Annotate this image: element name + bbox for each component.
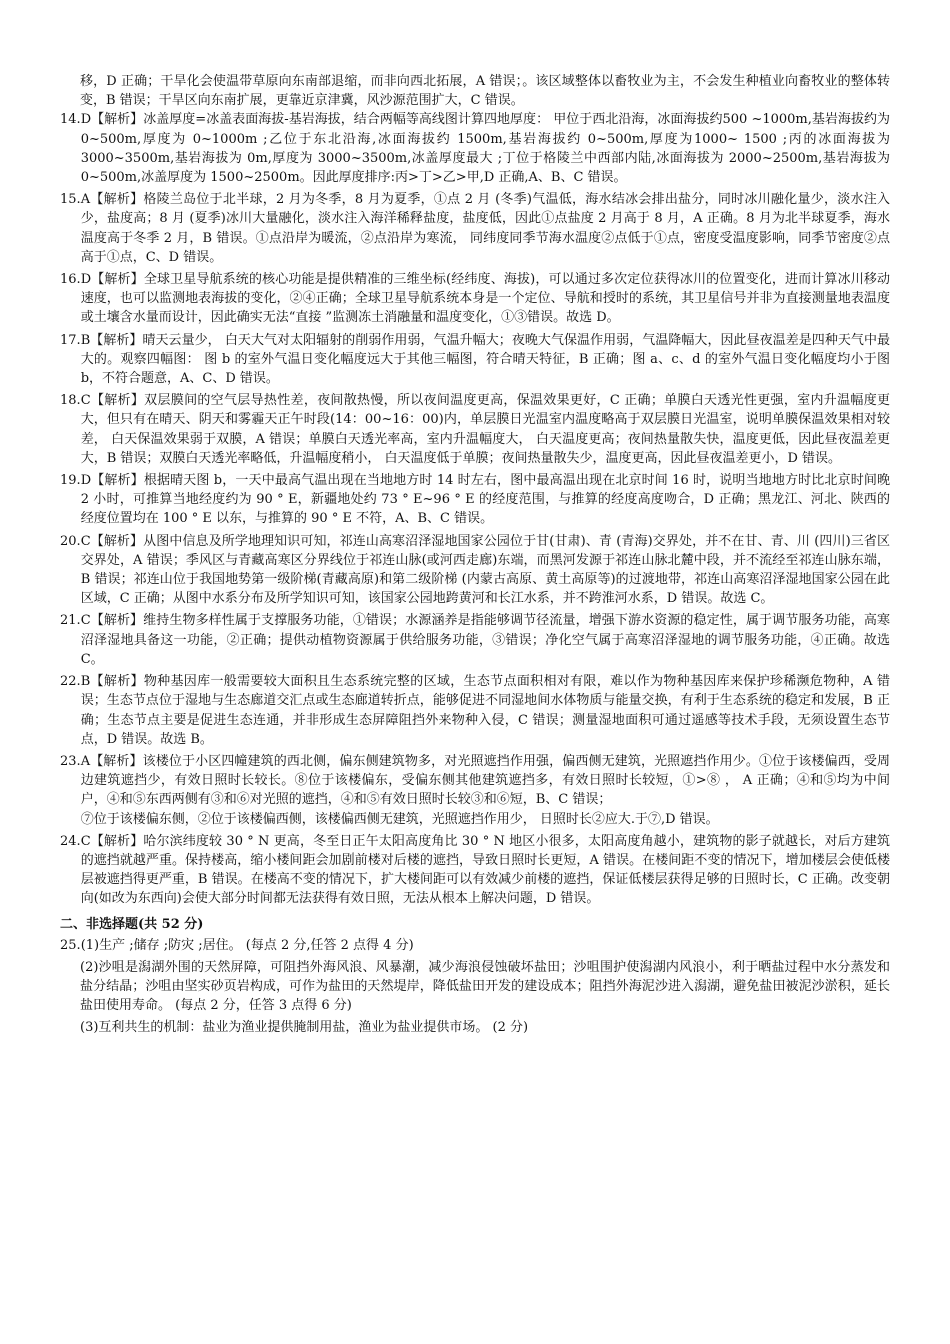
answer-explanation: A【解析】该楼位于小区四幢建筑的西北侧，偏东侧建筑物多，对光照遮挡作用强，偏西侧无建筑，光照遮挡作用少。①位于该楼偏西，受周边建筑遮挡少，有效日照时长较长。⑧位于该楼偏东，受偏东侧其他建筑遮挡多，有效日照时长较短，①>⑧ ， A 正确；④和⑤均为中间户，④和⑤东西两侧有③和⑥对光照的遮挡，④和⑤有效日照时长较③和⑥短，B、C 错误； [80,753,890,808]
answer-explanation: C【解析】维持生物多样性属于支撑服务功能，①错误；水源涵养是指能够调节径流量，增强下游水资源的稳定性，属于调节服务功能，高寒沼泽湿地具备这一功能，②正确；提供动植物资源属于供给服务功能，③错误；净化空气属于高寒沼泽湿地的调节服务功能，④正确。故选 C。 [80,613,890,667]
answer-part-1: (1)生产 ;储存 ;防灾 ;居住。 (每点 2 分,任答 2 点得 4 分) [80,937,414,953]
answer-explanation-continued: ⑦位于该楼偏东侧，②位于该楼偏西侧，该楼偏西侧无建筑，光照遮挡作用少， 日照时长②应大.于⑦,D 错误。 [80,811,719,827]
question-number: 17. [60,332,81,348]
question-number: 15. [60,192,81,208]
answer-explanation: D【解析】根据晴天图 b，一天中最高气温出现在当地地方时 14 时左右，图中最高温出现在北京时间 16 时，说明当地地方时比北京时间晚 2 小时，可推算当地经度约为 90 ° E，新疆地处约 73 ° E~96 ° E 的经度范围，与推算的经度高度吻合，D 正确；黑龙江、河北、陕西的经度位置均在 100 ° E 以东，与推算的 90 ° E 不符，A、B、C 错误。 [80,473,890,527]
question-number: 24. [60,833,81,849]
answer-item-15 [60,190,890,267]
answer-part-2-text: (2)沙咀是潟湖外围的天然屏障，可阻挡外海风浪、风暴潮，减少海浪侵蚀破坏盐田；沙咀围护使潟湖内风浪小，利于晒盐过程中水分蒸发和盐分结晶；沙咀由坚实砂页岩构成，可作为盐田的天然堤岸，降低盐田开发的建设成本；阻挡外海泥沙进入潟湖，避免盐田被泥沙淤积，延长盐田使用寿命。 (每点 2 分，任答 3 点得 6 分) [80,959,890,1014]
question-number: 21. [60,613,81,629]
answer-part-2 [80,958,890,1016]
answer-explanation: B【解析】晴天云量少， 白天大气对太阳辐射的削弱作用弱，气温升幅大；夜晚大气保温作用弱，气温降幅大，因此昼夜温差是四种天气中最大的。观察四幅图： 图 b 的室外气温日变化幅度远大于其他三幅图，符合晴天特征，B 正确；图 a、c、d 的室外气温日变化幅度均小于图 b，不符合题意，A、C、D 错误。 [80,332,890,387]
answer-explanation: C【解析】从图中信息及所学地理知识可知，祁连山高寒沼泽湿地国家公园位于甘(甘肃)、青 (青海)交界处，并不在甘、青、川 (四川)三省区交界处，A 错误；季风区与青藏高寒区分界线位于祁连山脉(或河西走廊)东端，而黑河发源于祁连山脉北麓中段，并不流经至祁连山脉东端，B 错误；祁连山位于我国地势第一级阶梯(青藏高原)和第二级阶梯 (内蒙古高原、黄土高原等)的过渡地带，祁连山高寒沼泽湿地国家公园在此区域，C 正确；从图中水系分布及所学知识可知，该国家公园地跨黄河和长江水系，并不跨淮河水系，D 错误。故选 C。 [80,533,890,607]
section-heading: 二、非选择题(共 52 分) [60,916,204,932]
answer-item-16 [60,270,890,328]
question-number: 25. [60,937,81,953]
answer-part-3-text: (3)互利共生的机制：盐业为渔业提供腌制用盐，渔业为盐业提供市场。 (2 分) [80,1019,529,1035]
answer-item-25 [60,936,890,955]
question-number: 14. [60,112,81,128]
question-number: 23. [60,753,81,769]
question-number: 19. [60,473,81,489]
answer-explanation: A【解析】格陵兰岛位于北半球，2 月为冬季，8 月为夏季，①点 2 月 (冬季)气温低，海水结冰会排出盐分，同时冰川融化量少，淡水注入少，盐度高；8 月 (夏季)冰川大量融化，淡水注入海洋稀释盐度，盐度低，因此①点盐度 2 月高于 8 月，A 正确。8 月为北半球夏季，海水温度高于冬季 2 月，B 错误。①点沿岸为暖流，②点沿岸为寒流， 同纬度同季节海水温度②点低于①点，密度受温度影响，同季节密度②点高于①点，C、D 错误。 [80,192,890,265]
answer-item-17 [60,331,890,389]
answer-explanation: D【解析】全球卫星导航系统的核心功能是提供精准的三维坐标(经纬度、海拔)，可以通过多次定位获得冰川的位置变化，进而计算冰川移动速度，也可以监测地表海拔的变化，②④正确；全球卫星导航系统本身是一个定位、导航和授时的系统，其卫星信号并非为直接测量地表温度或土壤含水量而设计，因此确实无法“直接 ”监测冻土消融量和温度变化，①③错误。故选 D。 [80,272,890,326]
answer-explanation: D【解析】冰盖厚度=冰盖表面海拔-基岩海拔，结合两幅等高线图计算四地厚度： 甲位于西北沿海，冰面海拔约500 ~1000m,基岩海拔约为 0~500m,厚度为 0~1000m ;乙位于东北沿海,冰面海拔约 1500m,基岩海拔约 0~500m,厚度为1000~ 1500 ;丙的冰面海拔为 3000~3500m,基岩海拔为 0m,厚度为 3000~3500m,冰盖厚度最大 ;丁位于格陵兰中西部内陆,冰面海拔为 2000~2500m,基岩海拔为 0~500m,冰盖厚度为 1500~2500m。因此厚度排序:丙>丁>乙>甲,D 正确,A、B、C 错误。 [80,112,890,186]
answer-item-20 [60,532,890,609]
question-number: 22. [60,674,81,690]
answer-explanation: B【解析】物种基因库一般需要较大面积且生态系统完整的区域，生态节点面积相对有限，难以作为物种基因库来保护珍稀濒危物种，A 错误；生态节点位于湿地与生态廊道交汇点或生态廊道转折点，能够促进不同湿地间水体物质与能量交换，有利于生态系统的稳定和发展，B 正确；生态节点主要是促进生态连通，并非形成生态屏障阻挡外来物种入侵，C 错误；测量湿地面积可通过遥感等技术手段，无须设置生态节点，D 错误。故选 B。 [80,674,890,747]
answer-item-18 [60,391,890,468]
answer-part-3 [80,1018,890,1037]
answer-item-24 [60,832,890,909]
answer-item-23 [60,752,890,829]
question-number: 18. [60,393,81,409]
answer-item-21 [60,611,890,669]
answer-item-22 [60,672,890,749]
answer-item-14 [60,110,890,187]
question-number: 20. [60,533,81,549]
question-number: 16. [60,272,81,288]
continued-paragraph: 移，D 正确；干旱化会使温带草原向东南部退缩，而非向西北拓展，A 错误；。该区域整体以畜牧业为主，不会发生种植业向畜牧业的整体转变，B 错误；干旱区向东南扩展，更靠近京津冀，风沙源范围扩大，C 错误。 [80,74,890,109]
answer-item-19 [60,471,890,529]
answer-explanation: C【解析】双层膜间的空气层导热性差，夜间散热慢，所以夜间温度更高，保温效果更好，C 正确；单膜白天透光性更强，室内升温幅度更大，但只有在晴天、阴天和雾霾天正午时段(14：00~16：00)内，单层膜日光温室内温度略高于双层膜日光温室，说明单膜保温效果相对较差， 白天保温效果弱于双膜，A 错误；单膜白天透光率高，室内升温幅度大， 白天温度更高；夜间热量散失快，温度更低，因此昼夜温差更大，B 错误；双膜白天透光率略低，升温幅度稍小， 白天温度低于单膜；夜间热量散失少，温度更高，因此昼夜温差更小，D 错误。 [80,393,890,466]
answer-explanation: C【解析】哈尔滨纬度较 30 ° N 更高，冬至日正午太阳高度角比 30 ° N 地区小很多，太阳高度角越小，建筑物的影子就越长，对后方建筑的遮挡就越严重。保持楼高，缩小楼间距会加剧前楼对后楼的遮挡，导致日照时长更短，A 错误。在楼间距不变的情况下，增加楼层会使低楼层被遮挡得更严重，B 错误。在楼高不变的情况下，扩大楼间距可以有效减少前楼的遮挡，保证低楼层获得足够的日照时长，C 正确。改变朝向(如改为东西向)会使大部分时间都无法获得有效日照，无法从根本上解决问题，D 错误。 [80,833,890,907]
